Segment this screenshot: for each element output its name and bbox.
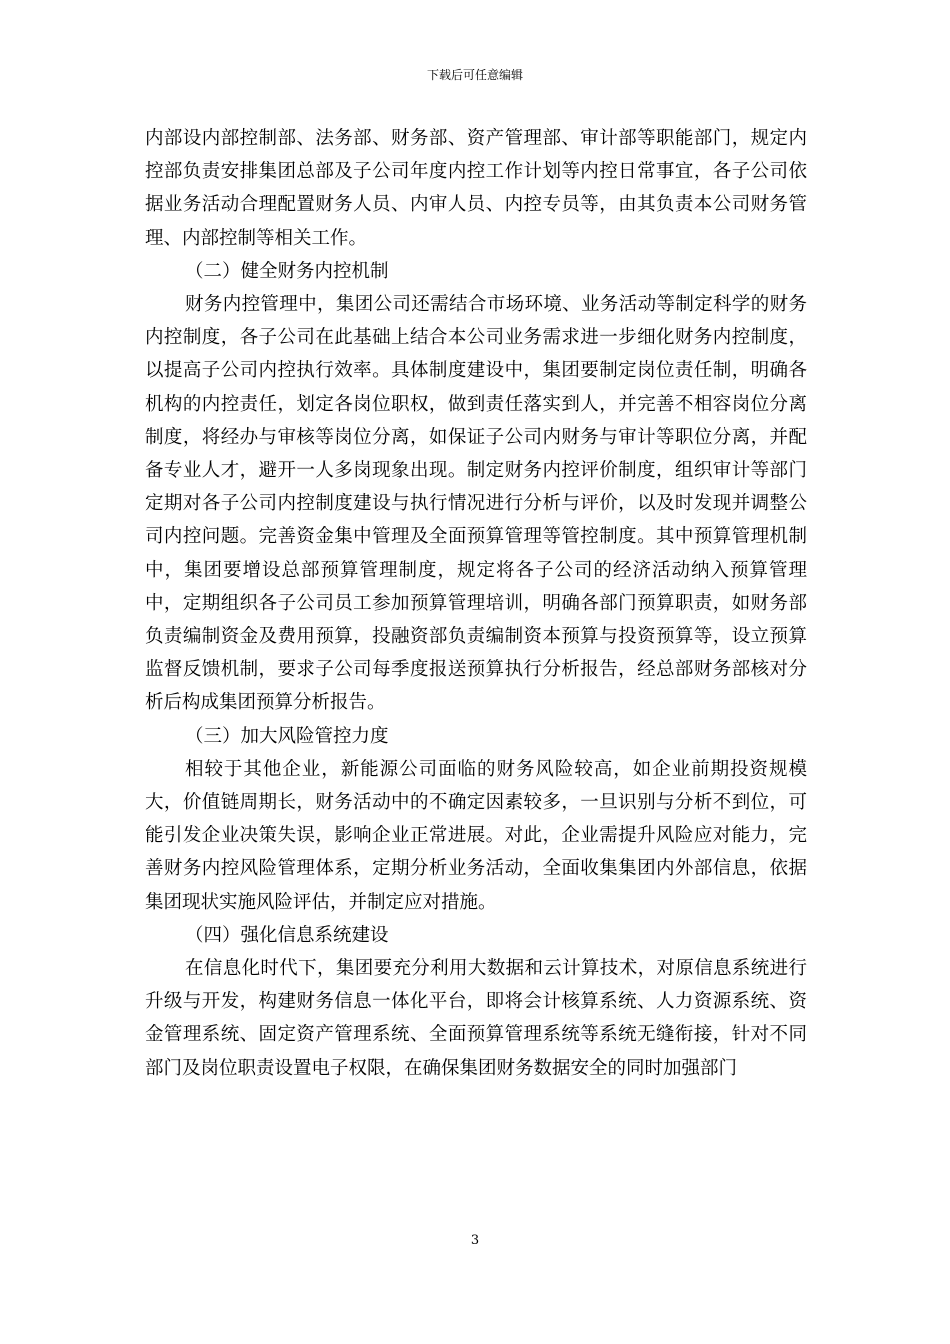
page-number: 3 xyxy=(470,1233,480,1248)
paragraph-1: 内部设内部控制部、法务部、财务部、资产管理部、审计部等职能部门，规定内控部负责安排集团总部及子公司年度内控工作计划等内控日常事宜，各子公司依据业务活动合理配置财务人员、内审人员、内控专员等，由其负责本公司财务管理、内部控制等相关工作。 xyxy=(145,128,807,249)
header-note: 下载后可任意编辑 xyxy=(426,68,523,82)
document-body xyxy=(145,122,807,1085)
section-heading-2: （二）健全财务内控机制 xyxy=(185,260,389,282)
paragraph-2: 财务内控管理中，集团公司还需结合市场环境、业务活动等制定科学的财务内控制度，各子公司在此基础上结合本公司业务需求进一步细化财务内控制度，以提高子公司内控执行效率。具体制度建设中，集团要制定岗位责任制，明确各机构的内控责任，划定各岗位职权，做到责任落实到人，并完善不相容岗位分离制度，将经办与审核等岗位分离，如保证子公司内财务与审计等职位分离，并配备专业人才，避开一人多岗现象出现。制定财务内控评价制度，组织审计等部门定期对各子公司内控制度建设与执行情况进行分析与评价，以及时发现并调整公司内控问题。完善资金集中管理及全面预算管理等管控制度。其中预算管理机制中，集团要增设总部预算管理制度，规定将各子公司的经济活动纳入预算管理中，定期组织各子公司员工参加预算管理培训，明确各部门预算职责，如财务部负责编制资金及费用预算，投融资部负责编制资本预算与投资预算等，设立预算监督反馈机制，要求子公司每季度报送预算执行分析报告，经总部财务部核对分析后构成集团预算分析报告。 xyxy=(145,294,807,714)
paragraph-4: 在信息化时代下，集团要充分利用大数据和云计算技术，对原信息系统进行升级与开发，构建财务信息一体化平台，即将会计核算系统、人力资源系统、资金管理系统、固定资产管理系统、全面预算管理系统等系统无缝衔接，针对不同部门及岗位职责设置电子权限，在确保集团财务数据安全的同时加强部门 xyxy=(145,958,807,1079)
section-heading-4: （四）强化信息系统建设 xyxy=(185,924,389,946)
section-heading-3: （三）加大风险管控力度 xyxy=(185,725,389,747)
paragraph-3: 相较于其他企业，新能源公司面临的财务风险较高，如企业前期投资规模大，价值链周期长，财务活动中的不确定因素较多，一旦识别与分析不到位，可能引发企业决策失误，影响企业正常进展。对此，企业需提升风险应对能力，完善财务内控风险管理体系，定期分析业务活动，全面收集集团内外部信息，依据集团现状实施风险评估，并制定应对措施。 xyxy=(145,758,807,913)
